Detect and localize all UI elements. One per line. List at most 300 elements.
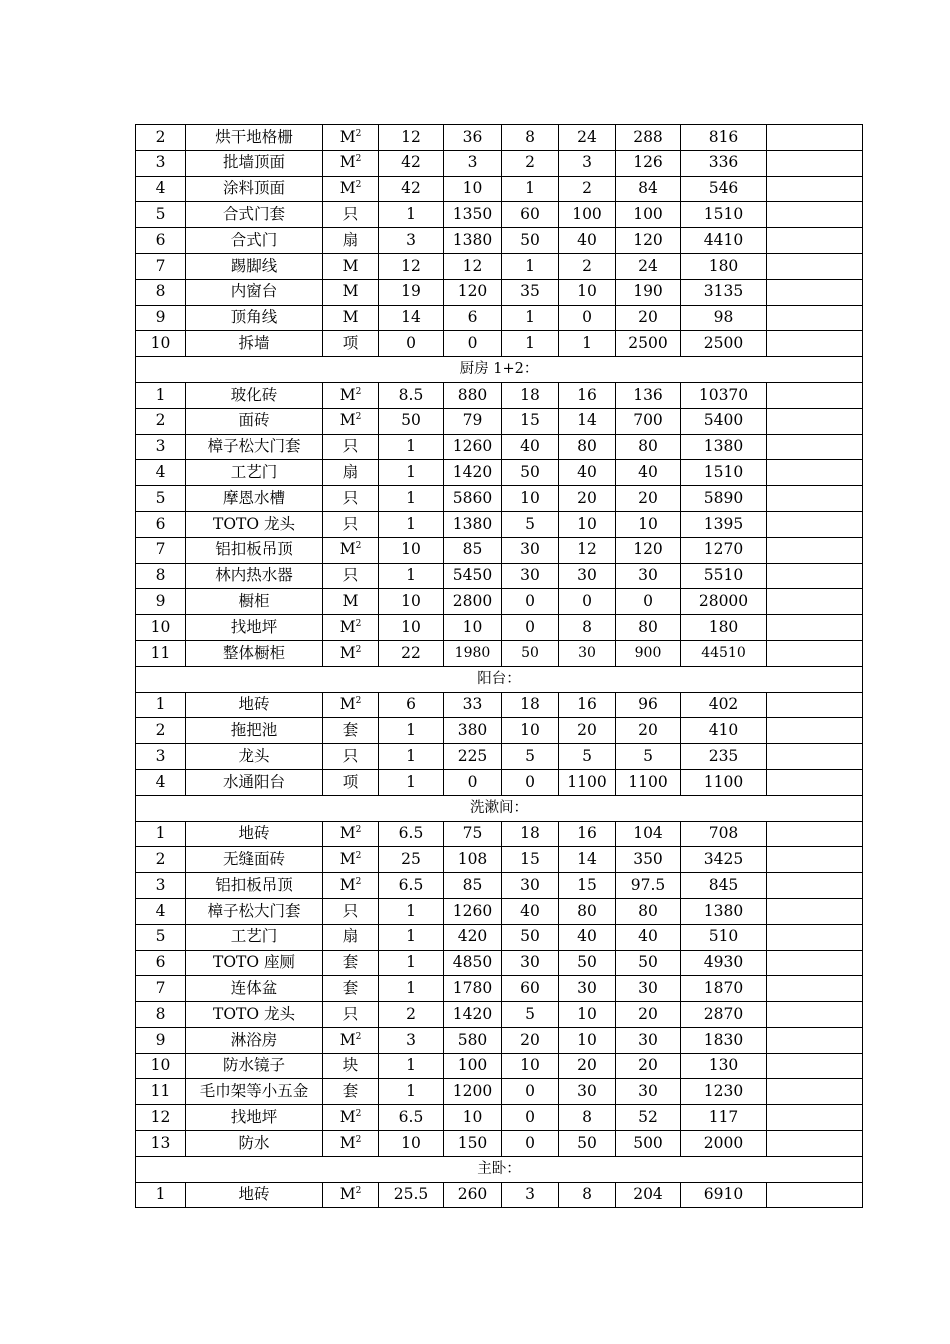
material-price: 0 bbox=[444, 769, 502, 795]
remarks bbox=[767, 1053, 863, 1079]
item-name: 无缝面砖 bbox=[186, 847, 323, 873]
material-price: 0 bbox=[444, 331, 502, 357]
table-row bbox=[136, 1182, 863, 1208]
remarks bbox=[767, 279, 863, 305]
table-row bbox=[136, 640, 863, 666]
material-price: 10 bbox=[444, 615, 502, 641]
total-price: 4410 bbox=[681, 228, 767, 254]
material-price: 85 bbox=[444, 537, 502, 563]
total-price: 5890 bbox=[681, 486, 767, 512]
labor-total: 24 bbox=[616, 253, 681, 279]
quantity: 1 bbox=[379, 950, 444, 976]
remarks bbox=[767, 150, 863, 176]
remarks bbox=[767, 847, 863, 873]
item-number: 8 bbox=[136, 279, 186, 305]
total-price: 28000 bbox=[681, 589, 767, 615]
auxiliary-price: 30 bbox=[559, 976, 616, 1002]
item-name: 工艺门 bbox=[186, 924, 323, 950]
quantity: 10 bbox=[379, 615, 444, 641]
labor-price: 60 bbox=[502, 976, 559, 1002]
material-price: 1420 bbox=[444, 460, 502, 486]
labor-price: 40 bbox=[502, 434, 559, 460]
quantity: 12 bbox=[379, 125, 444, 151]
auxiliary-price: 40 bbox=[559, 924, 616, 950]
auxiliary-price: 10 bbox=[559, 279, 616, 305]
item-name: 合式门 bbox=[186, 228, 323, 254]
item-name: 找地坪 bbox=[186, 615, 323, 641]
table-row bbox=[136, 1053, 863, 1079]
quantity: 1 bbox=[379, 744, 444, 770]
table-row bbox=[136, 279, 863, 305]
labor-total: 40 bbox=[616, 924, 681, 950]
remarks bbox=[767, 511, 863, 537]
quantity: 42 bbox=[379, 176, 444, 202]
remarks bbox=[767, 486, 863, 512]
labor-price: 0 bbox=[502, 615, 559, 641]
labor-price: 30 bbox=[502, 950, 559, 976]
labor-total: 120 bbox=[616, 537, 681, 563]
table-row bbox=[136, 1002, 863, 1028]
remarks bbox=[767, 718, 863, 744]
auxiliary-price: 0 bbox=[559, 305, 616, 331]
material-price: 36 bbox=[444, 125, 502, 151]
remarks bbox=[767, 563, 863, 589]
labor-price: 50 bbox=[502, 640, 559, 666]
quantity: 10 bbox=[379, 589, 444, 615]
item-number: 2 bbox=[136, 847, 186, 873]
quantity: 1 bbox=[379, 898, 444, 924]
total-price: 98 bbox=[681, 305, 767, 331]
total-price: 4930 bbox=[681, 950, 767, 976]
quantity: 6 bbox=[379, 692, 444, 718]
labor-total: 80 bbox=[616, 615, 681, 641]
table-row bbox=[136, 228, 863, 254]
labor-price: 18 bbox=[502, 382, 559, 408]
item-number: 11 bbox=[136, 1079, 186, 1105]
table-row bbox=[136, 434, 863, 460]
unit: $M^2$ bbox=[323, 1131, 379, 1157]
item-number: 4 bbox=[136, 176, 186, 202]
auxiliary-price: 16 bbox=[559, 692, 616, 718]
item-name: 淋浴房 bbox=[186, 1027, 323, 1053]
labor-price: 5 bbox=[502, 511, 559, 537]
quantity: 14 bbox=[379, 305, 444, 331]
item-name: 铝扣板吊顶 bbox=[186, 537, 323, 563]
labor-price: 10 bbox=[502, 486, 559, 512]
auxiliary-price: 0 bbox=[559, 589, 616, 615]
total-price: 130 bbox=[681, 1053, 767, 1079]
material-price: 5450 bbox=[444, 563, 502, 589]
table-row bbox=[136, 924, 863, 950]
total-price: 3135 bbox=[681, 279, 767, 305]
auxiliary-price: 30 bbox=[559, 1079, 616, 1105]
unit: 套 bbox=[323, 976, 379, 1002]
quotation-table bbox=[135, 124, 863, 1208]
material-price: 1980 bbox=[444, 640, 502, 666]
auxiliary-price: 15 bbox=[559, 873, 616, 899]
item-number: 12 bbox=[136, 1105, 186, 1131]
material-price: 380 bbox=[444, 718, 502, 744]
table-row bbox=[136, 382, 863, 408]
item-number: 10 bbox=[136, 331, 186, 357]
unit: 只 bbox=[323, 511, 379, 537]
labor-price: 18 bbox=[502, 821, 559, 847]
labor-price: 30 bbox=[502, 537, 559, 563]
material-price: 12 bbox=[444, 253, 502, 279]
material-price: 33 bbox=[444, 692, 502, 718]
total-price: 1870 bbox=[681, 976, 767, 1002]
item-number: 8 bbox=[136, 563, 186, 589]
item-name: 踢脚线 bbox=[186, 253, 323, 279]
item-name: 合式门套 bbox=[186, 202, 323, 228]
unit: $M^2$ bbox=[323, 125, 379, 151]
quantity: 8.5 bbox=[379, 382, 444, 408]
item-number: 3 bbox=[136, 873, 186, 899]
quantity: 19 bbox=[379, 279, 444, 305]
remarks bbox=[767, 744, 863, 770]
item-number: 10 bbox=[136, 1053, 186, 1079]
unit: $M^2$ bbox=[323, 176, 379, 202]
unit: $M^2$ bbox=[323, 821, 379, 847]
total-price: 1395 bbox=[681, 511, 767, 537]
remarks bbox=[767, 460, 863, 486]
auxiliary-price: 80 bbox=[559, 898, 616, 924]
labor-price: 0 bbox=[502, 1105, 559, 1131]
auxiliary-price: 80 bbox=[559, 434, 616, 460]
item-name: 樟子松大门套 bbox=[186, 898, 323, 924]
item-number: 8 bbox=[136, 1002, 186, 1028]
table-row bbox=[136, 769, 863, 795]
auxiliary-price: 12 bbox=[559, 537, 616, 563]
auxiliary-price: 8 bbox=[559, 1182, 616, 1208]
unit: $M^2$ bbox=[323, 640, 379, 666]
material-price: 6 bbox=[444, 305, 502, 331]
material-price: 5860 bbox=[444, 486, 502, 512]
labor-price: 30 bbox=[502, 873, 559, 899]
unit: $M^2$ bbox=[323, 847, 379, 873]
remarks bbox=[767, 898, 863, 924]
item-name: 毛巾架等小五金 bbox=[186, 1079, 323, 1105]
labor-total: 204 bbox=[616, 1182, 681, 1208]
table-row bbox=[136, 718, 863, 744]
unit: $M^2$ bbox=[323, 537, 379, 563]
table-row bbox=[136, 486, 863, 512]
total-price: 1380 bbox=[681, 898, 767, 924]
item-number: 11 bbox=[136, 640, 186, 666]
table-row bbox=[136, 692, 863, 718]
total-price: 2870 bbox=[681, 1002, 767, 1028]
labor-total: 0 bbox=[616, 589, 681, 615]
auxiliary-price: 40 bbox=[559, 460, 616, 486]
item-number: 10 bbox=[136, 615, 186, 641]
auxiliary-price: 20 bbox=[559, 486, 616, 512]
unit: 扇 bbox=[323, 228, 379, 254]
unit: $M^2$ bbox=[323, 1027, 379, 1053]
section-header-row bbox=[136, 1156, 863, 1182]
labor-total: 100 bbox=[616, 202, 681, 228]
remarks bbox=[767, 589, 863, 615]
quantity: 1 bbox=[379, 1053, 444, 1079]
item-name: 地砖 bbox=[186, 1182, 323, 1208]
item-number: 9 bbox=[136, 589, 186, 615]
material-price: 150 bbox=[444, 1131, 502, 1157]
quantity: 1 bbox=[379, 718, 444, 744]
labor-total: 80 bbox=[616, 898, 681, 924]
item-name: 拆墙 bbox=[186, 331, 323, 357]
unit: 只 bbox=[323, 1002, 379, 1028]
material-price: 260 bbox=[444, 1182, 502, 1208]
unit: 扇 bbox=[323, 924, 379, 950]
remarks bbox=[767, 924, 863, 950]
labor-price: 10 bbox=[502, 718, 559, 744]
item-number: 5 bbox=[136, 924, 186, 950]
unit: 只 bbox=[323, 563, 379, 589]
labor-total: 80 bbox=[616, 434, 681, 460]
item-number: 9 bbox=[136, 1027, 186, 1053]
item-name: 水通阳台 bbox=[186, 769, 323, 795]
section-title: 主卧： bbox=[136, 1156, 863, 1182]
remarks bbox=[767, 1182, 863, 1208]
total-price: 546 bbox=[681, 176, 767, 202]
item-name: 批墙顶面 bbox=[186, 150, 323, 176]
section-header-row bbox=[136, 357, 863, 383]
total-price: 180 bbox=[681, 615, 767, 641]
auxiliary-price: 10 bbox=[559, 1002, 616, 1028]
quantity: 3 bbox=[379, 228, 444, 254]
unit: 只 bbox=[323, 202, 379, 228]
table-row bbox=[136, 537, 863, 563]
material-price: 580 bbox=[444, 1027, 502, 1053]
item-number: 6 bbox=[136, 511, 186, 537]
remarks bbox=[767, 769, 863, 795]
labor-total: 5 bbox=[616, 744, 681, 770]
total-price: 2500 bbox=[681, 331, 767, 357]
table-row bbox=[136, 873, 863, 899]
unit: 只 bbox=[323, 434, 379, 460]
item-name: 整体橱柜 bbox=[186, 640, 323, 666]
item-number: 7 bbox=[136, 976, 186, 1002]
item-number: 1 bbox=[136, 382, 186, 408]
auxiliary-price: 20 bbox=[559, 718, 616, 744]
quantity: 6.5 bbox=[379, 821, 444, 847]
remarks bbox=[767, 202, 863, 228]
labor-price: 2 bbox=[502, 150, 559, 176]
remarks bbox=[767, 1105, 863, 1131]
labor-price: 60 bbox=[502, 202, 559, 228]
material-price: 880 bbox=[444, 382, 502, 408]
item-number: 6 bbox=[136, 228, 186, 254]
unit: $M^2$ bbox=[323, 150, 379, 176]
item-number: 4 bbox=[136, 460, 186, 486]
auxiliary-price: 24 bbox=[559, 125, 616, 151]
item-number: 2 bbox=[136, 125, 186, 151]
remarks bbox=[767, 615, 863, 641]
unit: 套 bbox=[323, 1079, 379, 1105]
quantity: 6.5 bbox=[379, 1105, 444, 1131]
table-row bbox=[136, 589, 863, 615]
table-row bbox=[136, 615, 863, 641]
material-price: 100 bbox=[444, 1053, 502, 1079]
remarks bbox=[767, 1002, 863, 1028]
item-name: 龙头 bbox=[186, 744, 323, 770]
total-price: 235 bbox=[681, 744, 767, 770]
item-number: 1 bbox=[136, 692, 186, 718]
table-row bbox=[136, 898, 863, 924]
table-row bbox=[136, 460, 863, 486]
total-price: 1830 bbox=[681, 1027, 767, 1053]
item-number: 2 bbox=[136, 718, 186, 744]
labor-price: 20 bbox=[502, 1027, 559, 1053]
remarks bbox=[767, 821, 863, 847]
item-name: 顶角线 bbox=[186, 305, 323, 331]
quantity: 6.5 bbox=[379, 873, 444, 899]
item-name: 防水镜子 bbox=[186, 1053, 323, 1079]
item-number: 2 bbox=[136, 408, 186, 434]
material-price: 85 bbox=[444, 873, 502, 899]
labor-total: 30 bbox=[616, 976, 681, 1002]
total-price: 845 bbox=[681, 873, 767, 899]
labor-price: 8 bbox=[502, 125, 559, 151]
table-row bbox=[136, 744, 863, 770]
material-price: 1780 bbox=[444, 976, 502, 1002]
unit: 套 bbox=[323, 950, 379, 976]
material-price: 2800 bbox=[444, 589, 502, 615]
table-row bbox=[136, 511, 863, 537]
quantity: 10 bbox=[379, 1131, 444, 1157]
quantity: 25.5 bbox=[379, 1182, 444, 1208]
item-number: 3 bbox=[136, 744, 186, 770]
unit: 只 bbox=[323, 744, 379, 770]
item-name: TOTO 龙头 bbox=[186, 511, 323, 537]
labor-total: 700 bbox=[616, 408, 681, 434]
labor-total: 350 bbox=[616, 847, 681, 873]
table-row bbox=[136, 847, 863, 873]
item-name: 内窗台 bbox=[186, 279, 323, 305]
auxiliary-price: 10 bbox=[559, 511, 616, 537]
labor-total: 900 bbox=[616, 640, 681, 666]
labor-price: 1 bbox=[502, 305, 559, 331]
labor-price: 0 bbox=[502, 589, 559, 615]
remarks bbox=[767, 1079, 863, 1105]
item-name: 橱柜 bbox=[186, 589, 323, 615]
material-price: 10 bbox=[444, 1105, 502, 1131]
labor-total: 97.5 bbox=[616, 873, 681, 899]
labor-price: 0 bbox=[502, 1131, 559, 1157]
item-name: 工艺门 bbox=[186, 460, 323, 486]
total-price: 5510 bbox=[681, 563, 767, 589]
labor-total: 30 bbox=[616, 1079, 681, 1105]
item-name: 玻化砖 bbox=[186, 382, 323, 408]
labor-total: 30 bbox=[616, 563, 681, 589]
total-price: 402 bbox=[681, 692, 767, 718]
auxiliary-price: 100 bbox=[559, 202, 616, 228]
table-row bbox=[136, 976, 863, 1002]
quantity: 50 bbox=[379, 408, 444, 434]
labor-price: 10 bbox=[502, 1053, 559, 1079]
quantity: 2 bbox=[379, 1002, 444, 1028]
material-price: 1350 bbox=[444, 202, 502, 228]
unit: $M^2$ bbox=[323, 1182, 379, 1208]
item-name: TOTO 龙头 bbox=[186, 1002, 323, 1028]
total-price: 410 bbox=[681, 718, 767, 744]
remarks bbox=[767, 305, 863, 331]
section-header-row bbox=[136, 666, 863, 692]
labor-total: 20 bbox=[616, 305, 681, 331]
remarks bbox=[767, 640, 863, 666]
item-name: 涂料顶面 bbox=[186, 176, 323, 202]
labor-price: 40 bbox=[502, 898, 559, 924]
material-price: 10 bbox=[444, 176, 502, 202]
auxiliary-price: 30 bbox=[559, 640, 616, 666]
total-price: 44510 bbox=[681, 640, 767, 666]
table-row bbox=[136, 1079, 863, 1105]
labor-price: 1 bbox=[502, 253, 559, 279]
table-row bbox=[136, 253, 863, 279]
labor-price: 30 bbox=[502, 563, 559, 589]
table-row bbox=[136, 1131, 863, 1157]
item-name: 樟子松大门套 bbox=[186, 434, 323, 460]
auxiliary-price: 8 bbox=[559, 615, 616, 641]
labor-total: 40 bbox=[616, 460, 681, 486]
auxiliary-price: 50 bbox=[559, 1131, 616, 1157]
remarks bbox=[767, 382, 863, 408]
auxiliary-price: 3 bbox=[559, 150, 616, 176]
labor-price: 50 bbox=[502, 460, 559, 486]
unit: M bbox=[323, 305, 379, 331]
labor-total: 190 bbox=[616, 279, 681, 305]
material-price: 75 bbox=[444, 821, 502, 847]
labor-price: 1 bbox=[502, 331, 559, 357]
item-name: 林内热水器 bbox=[186, 563, 323, 589]
material-price: 1380 bbox=[444, 511, 502, 537]
remarks bbox=[767, 692, 863, 718]
unit: 项 bbox=[323, 331, 379, 357]
labor-price: 0 bbox=[502, 769, 559, 795]
remarks bbox=[767, 434, 863, 460]
item-name: 铝扣板吊顶 bbox=[186, 873, 323, 899]
item-number: 5 bbox=[136, 486, 186, 512]
total-price: 510 bbox=[681, 924, 767, 950]
auxiliary-price: 30 bbox=[559, 563, 616, 589]
quantity: 1 bbox=[379, 460, 444, 486]
total-price: 1270 bbox=[681, 537, 767, 563]
item-name: 摩恩水槽 bbox=[186, 486, 323, 512]
quantity: 1 bbox=[379, 511, 444, 537]
item-name: 防水 bbox=[186, 1131, 323, 1157]
labor-total: 126 bbox=[616, 150, 681, 176]
item-name: 面砖 bbox=[186, 408, 323, 434]
item-number: 3 bbox=[136, 150, 186, 176]
labor-total: 120 bbox=[616, 228, 681, 254]
item-number: 4 bbox=[136, 769, 186, 795]
remarks bbox=[767, 1131, 863, 1157]
labor-total: 2500 bbox=[616, 331, 681, 357]
quantity: 25 bbox=[379, 847, 444, 873]
labor-price: 50 bbox=[502, 228, 559, 254]
item-name: 烘干地格栅 bbox=[186, 125, 323, 151]
remarks bbox=[767, 950, 863, 976]
labor-price: 18 bbox=[502, 692, 559, 718]
quantity: 1 bbox=[379, 1079, 444, 1105]
section-title: 阳台： bbox=[136, 666, 863, 692]
labor-price: 15 bbox=[502, 847, 559, 873]
table-body bbox=[136, 125, 863, 1208]
section-title: 洗漱间： bbox=[136, 795, 863, 821]
material-price: 120 bbox=[444, 279, 502, 305]
labor-total: 50 bbox=[616, 950, 681, 976]
total-price: 1100 bbox=[681, 769, 767, 795]
quantity: 1 bbox=[379, 434, 444, 460]
